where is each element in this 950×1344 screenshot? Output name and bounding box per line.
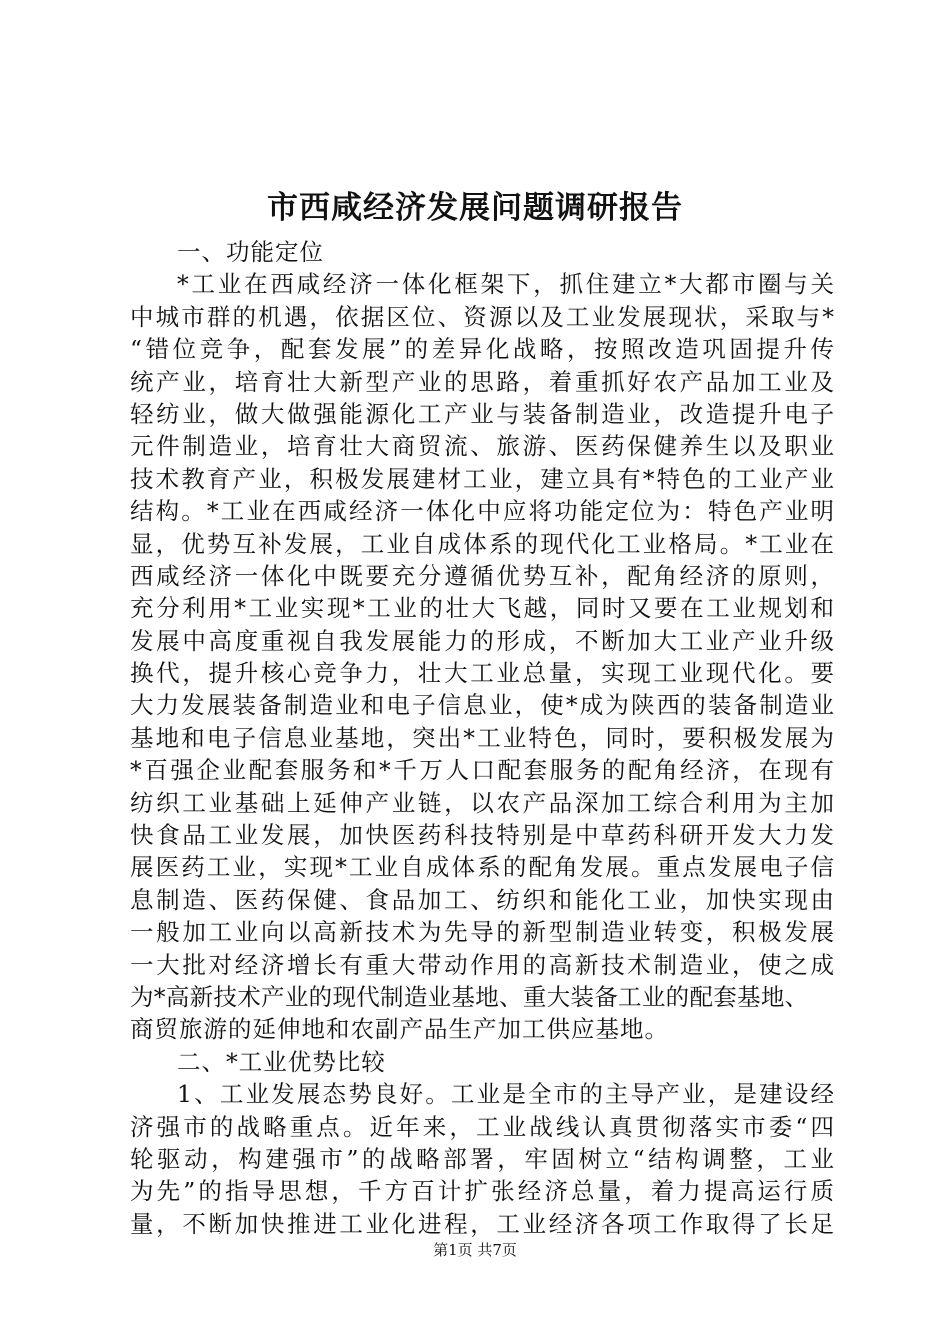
document-title: 市西咸经济发展问题调研报告 xyxy=(267,190,683,226)
paragraph-line: *工业在西咸经济一体化框架下，抓住建立*大都市圈与关 xyxy=(177,270,835,299)
paragraph-line: 为*高新技术产业的现代制造业基地、重大装备工业的配套基地、 xyxy=(130,982,809,1011)
paragraph-line: 息制造、医药保健、食品加工、纺织和能化工业，加快实现由 xyxy=(130,885,835,914)
paragraph-line: 西咸经济一体化中既要充分遵循优势互补，配角经济的原则， xyxy=(130,561,835,590)
paragraph-line: 轻纺业，做大做强能源化工产业与装备制造业，改造提升电子 xyxy=(130,399,835,428)
paragraph-line: 为先”的指导思想，千方百计扩张经济总量，着力提高运行质 xyxy=(130,1177,835,1206)
paragraph-line: 结构。*工业在西咸经济一体化中应将功能定位为：特色产业明 xyxy=(130,497,835,526)
paragraph-line: 换代，提升核心竞争力，壮大工业总量，实现工业现代化。要 xyxy=(130,659,835,688)
section-heading-1: 一、功能定位 xyxy=(177,238,324,266)
page-number-footer: 第1页 共7页 xyxy=(433,1241,517,1259)
paragraph-line: 量，不断加快推进工业化进程，工业经济各项工作取得了长足 xyxy=(130,1209,835,1238)
paragraph-line: 济强市的战略重点。近年来，工业战线认真贯彻落实市委“四 xyxy=(130,1112,835,1141)
paragraph-line: “错位竞争，配套发展”的差异化战略，按照改造巩固提升传 xyxy=(130,335,835,364)
document-body xyxy=(130,236,835,1240)
paragraph-line: 元件制造业，培育壮大商贸流、旅游、医药保健养生以及职业 xyxy=(130,432,835,461)
paragraph-line: 中城市群的机遇，依据区位、资源以及工业发展现状，采取与* xyxy=(130,302,835,331)
paragraph-line: 基地和电子信息业基地，突出*工业特色，同时，要积极发展为 xyxy=(130,723,835,752)
paragraph-line: 技术教育产业，积极发展建材工业，建立具有*特色的工业产业 xyxy=(130,464,835,493)
paragraph-line: *百强企业配套服务和*千万人口配套服务的配角经济，在现有 xyxy=(130,756,835,785)
paragraph-line: 充分利用*工业实现*工业的壮大飞越，同时又要在工业规划和 xyxy=(130,594,835,623)
paragraph-line: 1、工业发展态势良好。工业是全市的主导产业，是建设经 xyxy=(177,1080,835,1109)
paragraph-line: 发展中高度重视自我发展能力的形成，不断加大工业产业升级 xyxy=(130,626,835,655)
paragraph-line: 一般加工业向以高新技术为先导的新型制造业转变，积极发展 xyxy=(130,918,835,947)
paragraph-line: 商贸旅游的延伸地和农副产品生产加工供应基地。 xyxy=(130,1015,669,1044)
paragraph-line: 一大批对经济增长有重大带动作用的高新技术制造业，使之成 xyxy=(130,950,835,979)
section-heading-2: 二、*工业优势比较 xyxy=(177,1047,386,1076)
paragraph-line: 大力发展装备制造业和电子信息业，使*成为陕西的装备制造业 xyxy=(130,691,835,720)
paragraph-line: 快食品工业发展，加快医药科技特别是中草药科研开发大力发 xyxy=(130,821,835,850)
paragraph-line: 显，优势互补发展，工业自成体系的现代化工业格局。*工业在 xyxy=(130,529,835,558)
paragraph-line: 展医药工业，实现*工业自成体系的配角发展。重点发展电子信 xyxy=(130,853,835,882)
paragraph-line: 纺织工业基础上延伸产业链，以农产品深加工综合利用为主加 xyxy=(130,788,835,817)
paragraph-line: 轮驱动，构建强市”的战略部署，牢固树立“结构调整，工业 xyxy=(130,1144,835,1173)
paragraph-line: 统产业，培育壮大新型产业的思路，着重抓好农产品加工业及 xyxy=(130,367,835,396)
